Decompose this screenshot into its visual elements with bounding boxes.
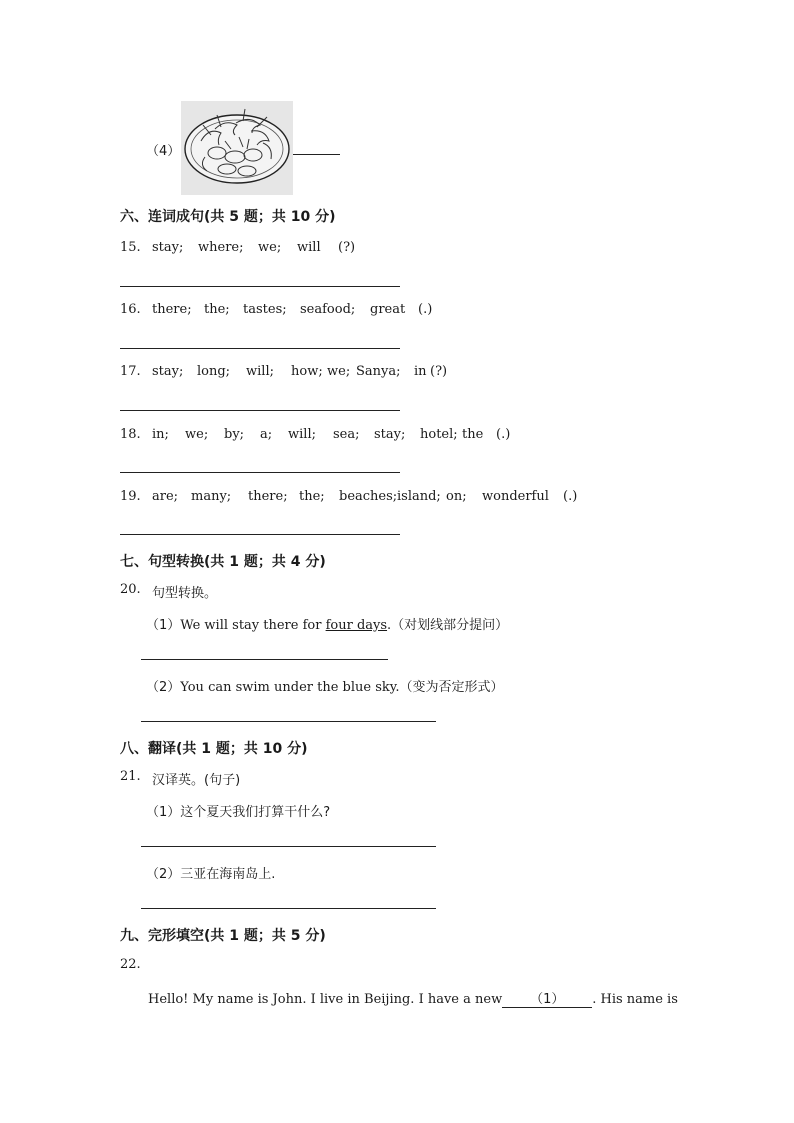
section9-title: 九、完形填空(共 1 题；共 5 分) (120, 928, 326, 944)
q20-number: 20. (120, 582, 141, 597)
word: tastes; (243, 302, 287, 317)
word: we; (185, 427, 209, 442)
word: sea; (333, 427, 360, 442)
q17-number: 17. (120, 364, 141, 379)
q20-sub2-label: （2） (146, 680, 181, 695)
q15-number: 15. (120, 240, 141, 255)
word: stay; (152, 364, 184, 379)
word: we; (327, 364, 351, 379)
q21-sub2-answer-line[interactable] (141, 908, 436, 909)
word: will; (288, 427, 316, 442)
q19-answer-line[interactable] (120, 534, 400, 535)
word: (.) (563, 489, 578, 504)
q16-answer-line[interactable] (120, 348, 400, 349)
word: (?) (338, 240, 356, 255)
q22-passage (148, 988, 678, 1008)
word: there; (248, 489, 288, 504)
q22-number: 22. (120, 957, 141, 972)
q22-passage-before: Hello! My name is John. I live in Beijing. I have a new (148, 992, 503, 1007)
q20-sub1 (146, 614, 508, 633)
q21-sub1-answer-line[interactable] (141, 846, 436, 847)
q18-answer-line[interactable] (120, 472, 400, 473)
word: are; (152, 489, 179, 504)
q21-sub2: （2）三亚在海南岛上. (146, 867, 276, 882)
q21-prompt: 汉译英。(句子) (152, 773, 241, 788)
word: there; (152, 302, 192, 317)
word: (?) (430, 364, 448, 379)
q20-sub1-label: （1） (146, 618, 181, 633)
word: where; (198, 240, 244, 255)
q20-sub1-underlined: four days (325, 618, 388, 633)
word: Sanya; (356, 364, 401, 379)
q22-blank-1[interactable]: （1） (502, 988, 592, 1008)
q18-number: 18. (120, 427, 141, 442)
q4-label: （4） (146, 144, 181, 159)
word: we; (258, 240, 282, 255)
q22-passage-after: . His name is (592, 992, 678, 1007)
section6-title: 六、连词成句(共 5 题；共 10 分) (120, 209, 336, 225)
word: a; (260, 427, 273, 442)
word: on; (446, 489, 467, 504)
q16-number: 16. (120, 302, 141, 317)
word: island; (397, 489, 441, 504)
q20-sub1-before: We will stay there for (180, 618, 326, 633)
word: many; (191, 489, 232, 504)
word: stay; (152, 240, 184, 255)
q4-answer-line[interactable] (293, 154, 340, 155)
q20-sub1-after: .（对划线部分提问） (387, 618, 509, 633)
seafood-plate-image (181, 101, 293, 195)
word: (.) (496, 427, 511, 442)
word: beaches; (339, 489, 398, 504)
section7-title: 七、句型转换(共 1 题；共 4 分) (120, 554, 326, 570)
q20-sub2 (146, 676, 504, 695)
word: the; (299, 489, 325, 504)
word: in (414, 364, 427, 379)
word: will (297, 240, 321, 255)
word: long; (197, 364, 231, 379)
word: the; (204, 302, 230, 317)
q21-number: 21. (120, 769, 141, 784)
q19-number: 19. (120, 489, 141, 504)
word: (.) (418, 302, 433, 317)
q17-answer-line[interactable] (120, 410, 400, 411)
word: wonderful (482, 489, 549, 504)
word: in; (152, 427, 169, 442)
word: great (370, 302, 406, 317)
q20-sub1-answer-line[interactable] (141, 659, 388, 660)
word: by; (224, 427, 245, 442)
word: hotel; (420, 427, 458, 442)
word: how; (291, 364, 323, 379)
word: the (462, 427, 484, 442)
q21-sub1: （1）这个夏天我们打算干什么? (146, 805, 331, 820)
q20-sub2-answer-line[interactable] (141, 721, 436, 722)
q15-answer-line[interactable] (120, 286, 400, 287)
word: seafood; (300, 302, 356, 317)
q20-prompt: 句型转换。 (152, 586, 218, 601)
seafood-plate-drawing (181, 101, 293, 195)
word: will; (246, 364, 274, 379)
q20-sub2-text: You can swim under the blue sky.（变为否定形式） (180, 680, 504, 695)
word: stay; (374, 427, 406, 442)
section8-title: 八、翻译(共 1 题；共 10 分) (120, 741, 308, 757)
